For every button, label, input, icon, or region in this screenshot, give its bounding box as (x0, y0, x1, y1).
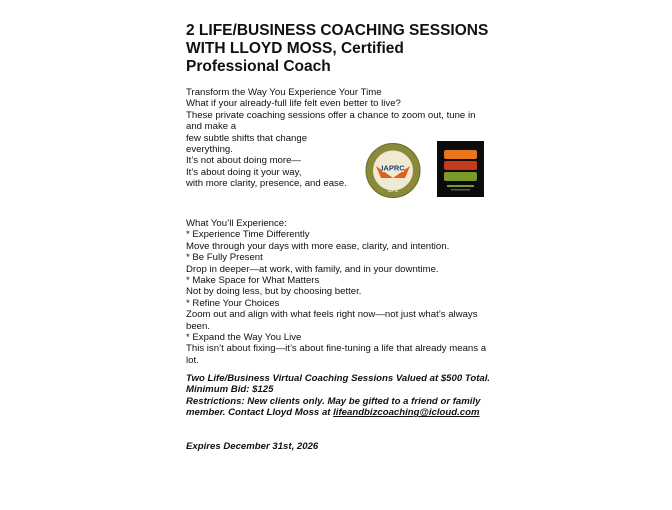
iaprc-logo (362, 142, 424, 199)
experience-item-title: * Refine Your Choices (186, 297, 280, 309)
intro-line: few subtle shifts that change (186, 132, 308, 144)
experience-item-title: * Experience Time Differently (186, 229, 310, 241)
title-line-3: Professional Coach (186, 58, 331, 75)
restrictions-text: Restrictions: New clients only. May be gifted to a friend or family member. Contact Lloyd Moss at (186, 395, 481, 419)
intro-line: Transform the Way You Experience Your Time (186, 87, 382, 98)
intro-line: These private coaching sessions offer a chance to zoom out, tune in and make a (186, 109, 476, 133)
intro-line: with more clarity, presence, and ease. (186, 178, 347, 190)
experience-section (186, 218, 491, 366)
iaprc-badge: CPC (387, 188, 399, 194)
experience-item-title: * Be Fully Present (186, 252, 263, 264)
experience-item-text: This isn’t about fixing—it’s about fine-tuning a life that already means a lot. (186, 343, 487, 366)
experience-item-title: * Make Space for What Matters (186, 275, 320, 287)
experience-item-title: * Expand the Way You Live (186, 332, 302, 344)
title-line-2: WITH LLOYD MOSS, Certified (186, 40, 404, 57)
intro-line: What if your already-full life felt even better to live? (186, 98, 401, 110)
document-title (186, 22, 516, 76)
contact-email-link[interactable]: lifeandbizcoaching@icloud.com (333, 407, 480, 419)
intro-line: everything. (186, 144, 233, 156)
title-line-1: 2 LIFE/BUSINESS COACHING SESSIONS (186, 22, 489, 39)
offer-section (186, 373, 496, 419)
intro-line: It’s not about doing more— (186, 155, 302, 167)
experience-heading: What You’ll Experience: (186, 218, 287, 229)
minimum-bid: Minimum Bid: $125 (186, 384, 274, 396)
experience-item-text: Zoom out and align with what feels right now—not just what’s always been. (186, 309, 478, 332)
experience-item-text: Drop in deeper—at work, with family, and in your downtime. (186, 263, 439, 275)
dark-logo (437, 141, 484, 197)
offer-value: Two Life/Business Virtual Coaching Sessions Valued at $500 Total. (186, 373, 491, 384)
experience-item-text: Move through your days with more ease, clarity, and intention. (186, 240, 450, 252)
iaprc-abbr: IAPRC (381, 163, 405, 173)
experience-item-text: Not by doing less, but by choosing better. (186, 286, 362, 298)
expiration-date: Expires December 31st, 2026 (186, 441, 319, 452)
restrictions (186, 396, 496, 419)
intro-line: It’s about doing it your way, (186, 166, 302, 178)
